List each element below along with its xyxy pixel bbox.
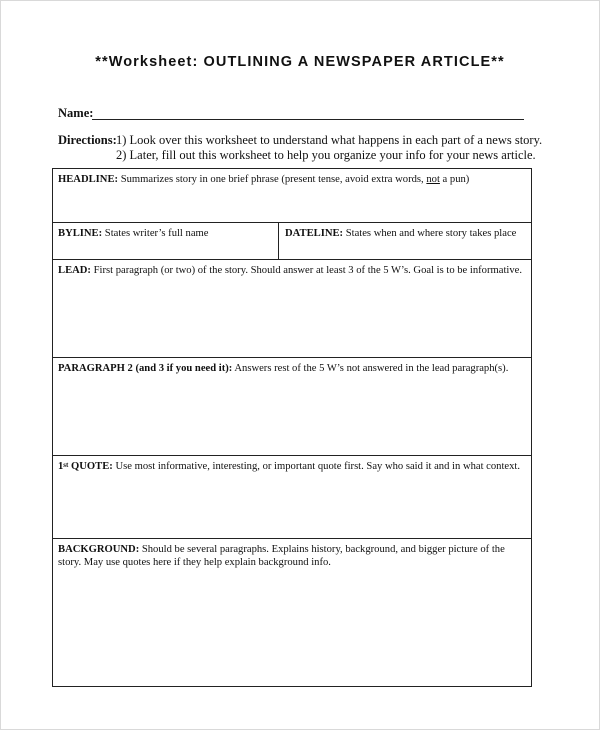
headline-desc-b: a pun): [439, 174, 470, 185]
directions-label: Directions:: [58, 133, 117, 147]
page-title: **Worksheet: OUTLINING A NEWSPAPER ARTICLE**: [95, 54, 505, 70]
dateline-label: DATELINE:: [285, 228, 344, 239]
outline-table: [52, 168, 532, 687]
quote-label: [58, 461, 113, 472]
name-label: Name:: [58, 106, 94, 120]
quote-section[interactable]: [53, 456, 531, 539]
background-section[interactable]: [53, 539, 531, 686]
lead-label: LEAD:: [58, 265, 91, 276]
paragraph2-section[interactable]: [53, 358, 531, 456]
background-desc: Should be several paragraphs. Explains history, background, and bigger picture of the story. May use quotes here if they help explain background info.: [58, 544, 505, 568]
byline-dateline-row: [53, 223, 531, 260]
dateline-desc: States when and where story takes place: [343, 228, 517, 239]
byline-desc: States writer’s full name: [102, 228, 209, 239]
directions-item-2: 2) Later, fill out this worksheet to help you organize your info for your news article.: [116, 148, 536, 162]
lead-desc: First paragraph (or two) of the story. Should answer at least 3 of the 5 W’s. Goal is to be informative.: [90, 265, 522, 276]
headline-desc-not: not: [426, 174, 440, 185]
paragraph2-desc: Answers rest of the 5 W’s not answered in the lead paragraph(s).: [232, 363, 509, 374]
quote-desc: Use most informative, interesting, or important quote first. Say who said it and in what context.: [112, 461, 521, 472]
background-label: BACKGROUND:: [58, 544, 140, 555]
byline-section[interactable]: [53, 223, 279, 259]
dateline-section[interactable]: [279, 223, 531, 259]
directions-item-1: 1) Look over this worksheet to understand what happens in each part of a news story.: [116, 133, 543, 147]
headline-desc-a: Summarizes story in one brief phrase (present tense, avoid extra words,: [118, 174, 427, 185]
lead-section[interactable]: [53, 260, 531, 358]
paragraph2-label: PARAGRAPH 2 (and 3 if you need it):: [58, 363, 233, 374]
headline-label: HEADLINE:: [58, 174, 119, 185]
byline-label: BYLINE:: [58, 228, 103, 239]
quote-label-sup: st: [63, 461, 69, 469]
name-field-line[interactable]: [92, 119, 524, 120]
quote-label-num: 1: [58, 461, 64, 472]
headline-section[interactable]: [53, 169, 531, 223]
quote-label-rest: QUOTE:: [68, 461, 113, 472]
